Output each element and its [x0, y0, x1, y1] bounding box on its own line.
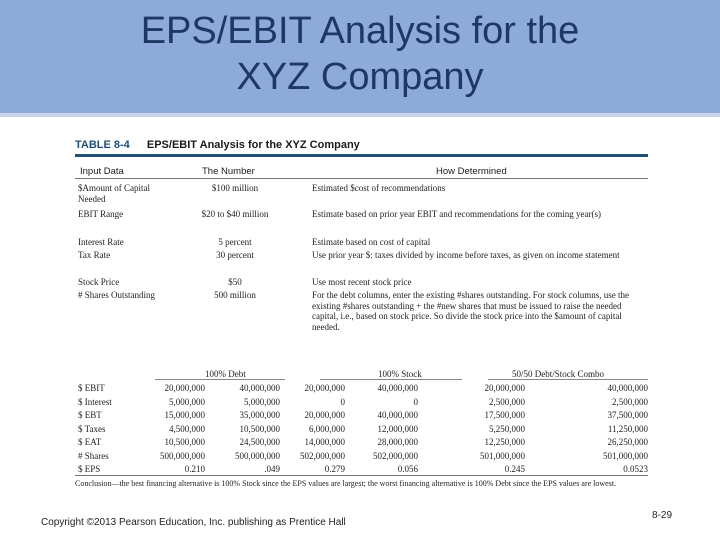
- result-cell: 15,000,000: [164, 410, 205, 420]
- result-cell: 20,000,000: [484, 383, 525, 393]
- input-label: EBIT Range: [78, 209, 124, 219]
- result-cell: 40,000,000: [377, 410, 418, 420]
- input-number: 500 million: [214, 290, 256, 300]
- result-cell: 0: [413, 396, 418, 407]
- input-number: 5 percent: [218, 237, 252, 247]
- result-cell: .049: [264, 464, 280, 474]
- input-number: $50: [228, 277, 242, 287]
- group-underline: [320, 379, 462, 380]
- result-cell: 40,000,000: [377, 383, 418, 393]
- result-cell: 26,250,000: [607, 437, 648, 447]
- result-cell: 0.0523: [623, 464, 648, 474]
- input-label: Stock Price: [78, 277, 120, 287]
- table-top-rule: [75, 154, 648, 157]
- result-row-label: $ EBT: [78, 410, 102, 420]
- group-50-50-combo: 50/50 Debt/Stock Combo: [512, 369, 604, 379]
- result-cell: 2,500,000: [612, 396, 648, 407]
- result-cell: 40,000,000: [607, 383, 648, 393]
- result-cell: 20,000,000: [304, 410, 345, 420]
- result-cell: 6,000,000: [309, 423, 345, 434]
- input-how: Use most recent stock price: [312, 277, 412, 287]
- result-cell: 502,000,000: [300, 450, 345, 461]
- result-cell: 4,500,000: [169, 423, 205, 434]
- header-how-determined: How Determined: [436, 166, 507, 177]
- input-how: Use prior year $: taxes divided by income before taxes, as given on income statement: [312, 250, 620, 260]
- result-cell: 5,000,000: [169, 396, 205, 407]
- result-row-label: $ EAT: [78, 437, 102, 447]
- input-label: $Amount of Capital Needed: [78, 183, 150, 204]
- result-cell: 37,500,000: [607, 410, 648, 420]
- slide-title-line-2: XYZ Company: [236, 56, 484, 98]
- result-cell: 35,000,000: [239, 410, 280, 420]
- result-cell: 5,250,000: [489, 423, 525, 434]
- group-100-stock: 100% Stock: [378, 369, 422, 379]
- header-the-number: The Number: [202, 166, 255, 177]
- table-number: TABLE 8-4: [75, 139, 130, 151]
- result-cell: 0.245: [504, 464, 525, 474]
- result-row-label: $ EPS: [78, 464, 101, 474]
- table-bottom-rule: [75, 475, 648, 476]
- result-row-label: $ Taxes: [78, 423, 106, 434]
- result-cell: 20,000,000: [304, 383, 345, 393]
- slide-title: [0, 8, 720, 100]
- result-cell: 501,000,000: [480, 450, 525, 461]
- result-cell: 0.279: [324, 464, 345, 474]
- input-how: Estimated $cost of recommendations: [312, 183, 446, 193]
- result-cell: 0.056: [397, 464, 418, 474]
- header-input-data: Input Data: [80, 166, 124, 177]
- input-how: For the debt columns, enter the existing #shares outstanding. For stock columns, use the existing #shares outstanding + the #new shares that must be issued to raise the needed capital, i.e., based on stock price. So divide the stock price into the $amount of capital needed.: [312, 290, 629, 332]
- result-cell: 40,000,000: [239, 383, 280, 393]
- input-how: Estimate based on prior year EBIT and recommendations for the coming year(s): [312, 209, 601, 219]
- result-cell: 10,500,000: [164, 437, 205, 447]
- result-cell: 0.210: [184, 464, 205, 474]
- result-cell: 28,000,000: [377, 437, 418, 447]
- result-cell: 24,500,000: [239, 437, 280, 447]
- result-cell: 11,250,000: [607, 423, 648, 434]
- group-underline: [155, 379, 285, 380]
- result-row-label: $ EBIT: [78, 383, 105, 393]
- page-number: 8-29: [652, 510, 673, 521]
- result-cell: 502,000,000: [373, 450, 418, 461]
- input-number: $100 million: [211, 183, 259, 193]
- header-rule: [75, 178, 648, 179]
- result-cell: 500,000,000: [235, 450, 280, 461]
- result-cell: 500,000,000: [160, 450, 205, 461]
- input-label: Tax Rate: [78, 250, 111, 260]
- input-how: Estimate based on cost of capital: [312, 237, 431, 247]
- result-cell: 5,000,000: [244, 396, 280, 407]
- result-cell: 0: [340, 396, 345, 407]
- input-label: # Shares Outstanding: [78, 290, 155, 300]
- result-cell: 20,000,000: [164, 383, 205, 393]
- input-label: Interest Rate: [78, 237, 124, 247]
- result-cell: 10,500,000: [239, 423, 280, 434]
- title-band-shadow: [0, 113, 720, 117]
- table-conclusion: Conclusion—the best financing alternative is 100% Stock since the EPS values are largest; the worst financing alternative is 100% Debt since the EPS values are lowest.: [75, 479, 617, 488]
- result-cell: 2,500,000: [489, 396, 525, 407]
- copyright-notice: Copyright ©2013 Pearson Education, Inc. publishing as Prentice Hall: [41, 517, 346, 528]
- table-title: EPS/EBIT Analysis for the XYZ Company: [146, 139, 360, 151]
- input-number: 30 percent: [216, 250, 254, 260]
- result-row-label: $ Interest: [78, 396, 112, 407]
- result-cell: 17,500,000: [484, 410, 525, 420]
- result-row-label: # Shares: [78, 450, 109, 461]
- result-cell: 12,000,000: [377, 423, 418, 434]
- result-cell: 501,000,000: [603, 450, 648, 461]
- slide-title-line-1: EPS/EBIT Analysis for the: [140, 10, 580, 52]
- input-number: $20 to $40 million: [201, 209, 269, 219]
- table-caption: [75, 139, 360, 151]
- result-cell: 12,250,000: [484, 437, 525, 447]
- group-underline: [488, 379, 648, 380]
- group-100-debt: 100% Debt: [205, 369, 246, 379]
- result-cell: 14,000,000: [304, 437, 345, 447]
